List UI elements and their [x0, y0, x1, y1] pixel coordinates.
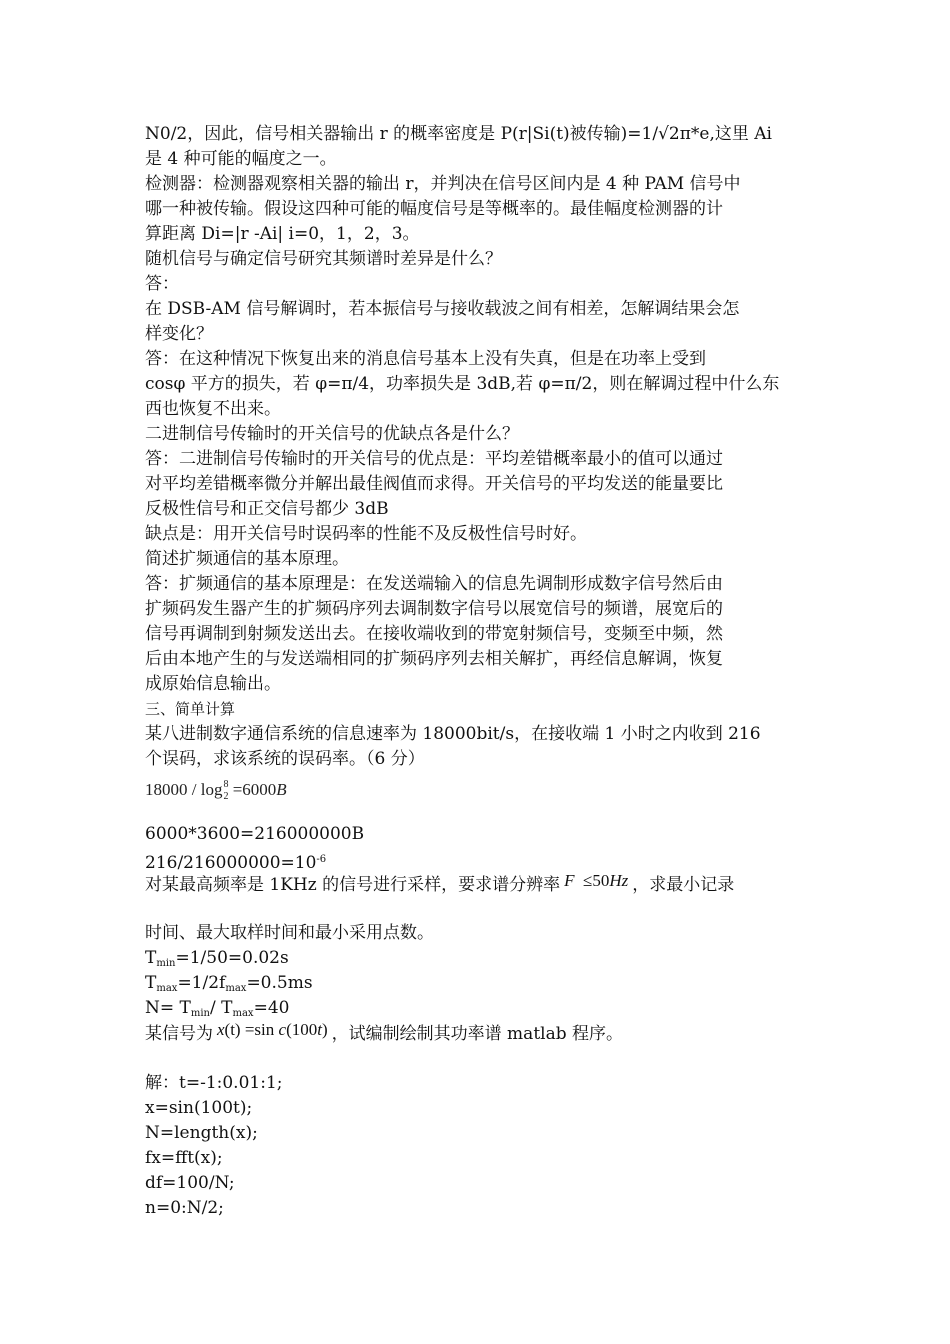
question-dsb-am-1: 在 DSB-AM 信号解调时，若本振信号与接收载波之间有相差，怎解调结果会怎: [145, 299, 740, 319]
formula-symbol-rate: $18000 / \log^8_2 =6000B$: [145, 779, 287, 802]
problem-sampling-2: 时间、最大取样时间和最小采用点数。: [145, 923, 434, 943]
answer-spread-5: 成原始信息输出。: [145, 674, 281, 694]
formula-signal: x(t) =sin c(100t): [217, 1021, 328, 1039]
answer-spread-3: 信号再调制到射频发送出去。在接收端收到的带宽射频信号，变频至中频，然: [145, 624, 723, 644]
section-heading-calc: 三、简单计算: [145, 700, 236, 718]
calc-total-bits: 6000*3600=216000000B: [145, 824, 365, 844]
answer-dsb-am-2: cosφ 平方的损失，若 φ=π/4，功率损失是 3dB,若 φ=π/2，则在解调过程中什么东: [145, 374, 780, 394]
problem-octal-1: 某八进制数字通信系统的信息速率为 18000bit/s，在接收端 1 小时之内收到 216: [145, 724, 761, 744]
answer-on-off-3: 反极性信号和正交信号都少 3dB: [145, 499, 389, 519]
question-spread-spectrum: 简述扩频通信的基本原理。: [145, 549, 349, 569]
text-line-3: 检测器：检测器观察相关器的输出 r，并判决在信号区间内是 4 种 PAM 信号中: [145, 174, 741, 194]
answer-dsb-am-1: 答：在这种情况下恢复出来的消息信号基本上没有失真，但是在功率上受到: [145, 349, 706, 369]
text-line-4: 哪一种被传输。假设这四种可能的幅度信号是等概率的。最佳幅度检测器的计: [145, 199, 723, 219]
code-line-4: fx=fft(x);: [145, 1148, 223, 1168]
problem-matlab: 某信号为 x(t) =sin c(100t) ，试编制绘制其功率谱 matlab 程序。: [145, 1021, 624, 1044]
text-line-2: 是 4 种可能的幅度之一。: [145, 149, 337, 169]
answer-label: 答：: [145, 274, 179, 294]
code-line-5: df=100/N;: [145, 1173, 235, 1193]
formula-resolution: F ≤50Hz: [564, 872, 629, 890]
code-line-2: x=sin(100t);: [145, 1098, 253, 1118]
question-random-signal: 随机信号与确定信号研究其频谱时差异是什么？: [145, 249, 502, 269]
answer-on-off-2: 对平均差错概率微分并解出最佳阀值而求得。开关信号的平均发送的能量要比: [145, 474, 723, 494]
problem-sampling-1: 对某最高频率是 1KHz 的信号进行采样，要求谱分辨率 F ≤50Hz ，求最小记录: [145, 872, 735, 895]
answer-spread-1: 答：扩频通信的基本原理是：在发送端输入的信息先调制形成数字信号然后由: [145, 574, 723, 594]
code-line-1: 解：t=-1:0.01:1;: [145, 1073, 283, 1093]
calc-n-points: $N= T_{min}/$ $T_{max}=40$: [145, 998, 290, 1019]
question-dsb-am-2: 样变化？: [145, 324, 213, 344]
answer-spread-2: 扩频码发生器产生的扩频码序列去调制数字信号以展宽信号的频谱，展宽后的: [145, 599, 723, 619]
text-line-5: 算距离 Di=|r -Ai| i=0，1，2，3。: [145, 224, 420, 244]
answer-dsb-am-3: 西也恢复不出来。: [145, 399, 281, 419]
code-line-6: n=0:N/2;: [145, 1198, 224, 1218]
problem-octal-2: 个误码，求该系统的误码率。（6 分）: [145, 749, 425, 769]
disadvantage-on-off: 缺点是：用开关信号时误码率的性能不及反极性信号时好。: [145, 524, 587, 544]
question-on-off: 二进制信号传输时的开关信号的优缺点各是什么？: [145, 424, 519, 444]
calc-tmax: $T_{max}=1/2f_{max}=0.5ms$: [145, 973, 313, 994]
answer-spread-4: 后由本地产生的与发送端相同的扩频码序列去相关解扩，再经信息解调，恢复: [145, 649, 723, 669]
answer-on-off-1: 答：二进制信号传输时的开关信号的优点是：平均差错概率最小的值可以通过: [145, 449, 723, 469]
code-line-3: N=length(x);: [145, 1123, 258, 1143]
calc-tmin: $T_{min}=1/50=0.02s$: [145, 948, 289, 969]
document-page: [145, 122, 810, 1221]
calc-error-rate: $216/216000000=10^{-6}$: [145, 853, 327, 872]
text-line-1: N0/2，因此，信号相关器输出 r 的概率密度是 P(r|Si(t)被传输)=1/√2π*e,这里 Ai: [145, 124, 772, 144]
